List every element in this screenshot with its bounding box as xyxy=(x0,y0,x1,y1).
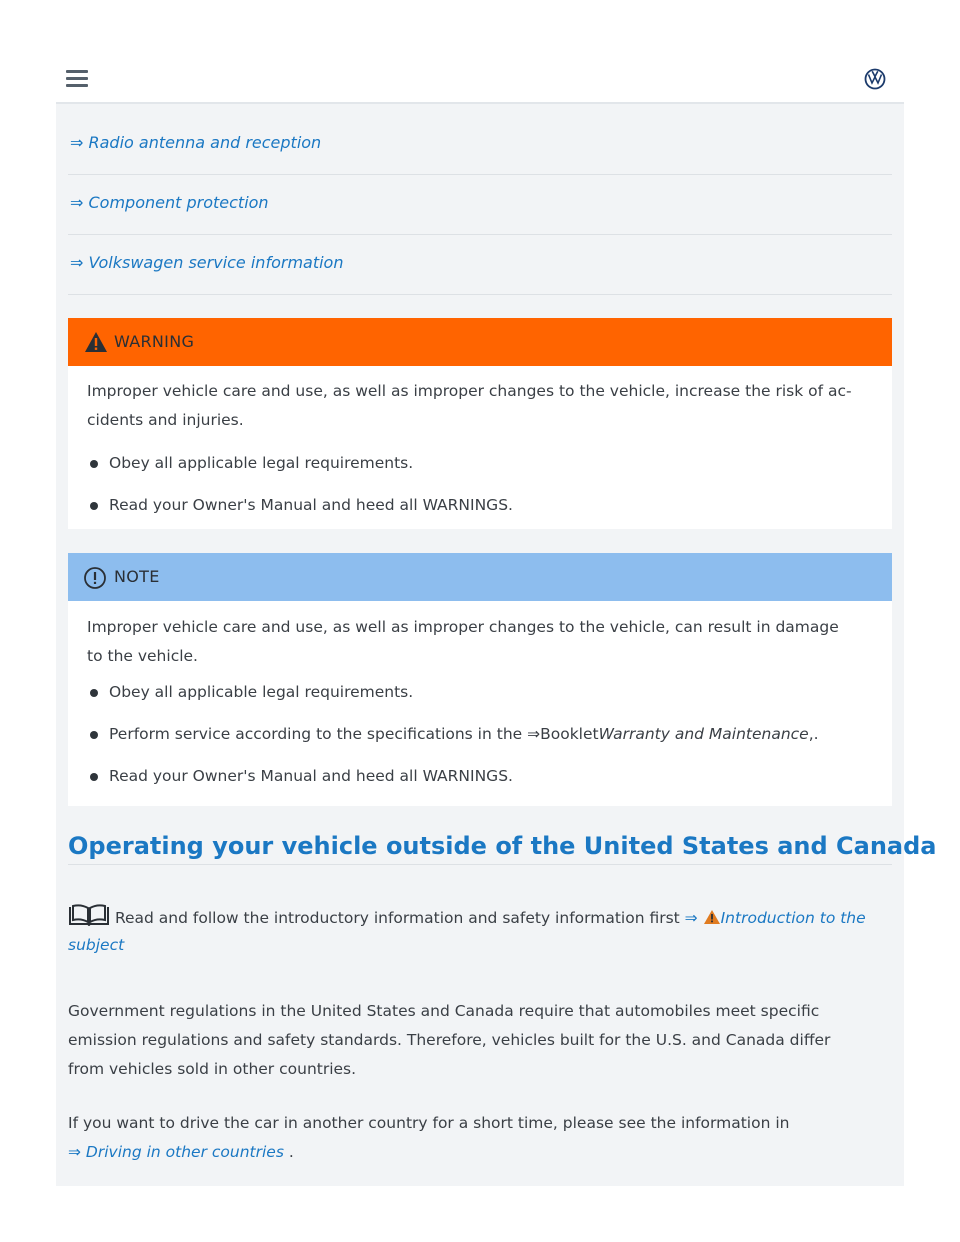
paragraph-end: . xyxy=(283,1143,294,1161)
link-label: Radio antenna and reception xyxy=(88,133,322,152)
note-header xyxy=(68,553,892,601)
link-arrow: ⇒ xyxy=(70,253,84,272)
intro-paragraph xyxy=(68,904,878,959)
warning-header xyxy=(68,318,892,366)
vw-logo-icon[interactable] xyxy=(864,68,886,90)
link-component-protection[interactable] xyxy=(70,193,269,212)
warning-text-line: cidents and injuries. xyxy=(87,411,244,429)
link-row-component xyxy=(68,175,892,235)
bullet-dot xyxy=(90,689,98,697)
note-box: NOTE Improper vehicle care and use, as well as improper changes to the vehicle, can result in damage to the vehicle. Obey all applicable legal requirements. Perform service according to the specifications in the ⇒BookletWarranty and Maintenance,. Read your Owner's Manual and heed all WARNINGS. xyxy=(68,553,892,806)
note-title: NOTE xyxy=(114,567,160,586)
bullet-dot xyxy=(90,502,98,510)
intro-link-text: Introduction to the xyxy=(720,909,866,927)
bullet-dot xyxy=(90,460,98,468)
bullet-dot xyxy=(90,731,98,739)
intro-link-text: subject xyxy=(68,936,125,954)
intro-arrow: ⇒ xyxy=(684,909,698,927)
paragraph-line: emission regulations and safety standards. Therefore, vehicles built for the U.S. and Canada differ xyxy=(68,1031,831,1049)
note-bullet-suffix: ,. xyxy=(808,725,819,743)
link-arrow: ⇒ xyxy=(70,133,84,152)
note-text-line: Improper vehicle care and use, as well as improper changes to the vehicle, can result in damage xyxy=(87,618,839,636)
link-service-information[interactable] xyxy=(70,253,343,272)
note-text xyxy=(87,613,877,671)
driving-other-countries-link[interactable]: ⇒ Driving in other countries xyxy=(68,1143,284,1161)
intro-text: Read and follow the introductory information and safety information first xyxy=(114,909,680,927)
warning-triangle-small-icon xyxy=(703,909,721,925)
warning-text-line: Improper vehicle care and use, as well as improper changes to the vehicle, increase the risk of ac- xyxy=(87,382,852,400)
warning-title: WARNING xyxy=(114,332,195,351)
warning-box: WARNING Improper vehicle care and use, as well as improper changes to the vehicle, increase the risk of ac- cidents and injuries. Obey all applicable legal requirements. Read your Owner's Manual and heed all WARNINGS. xyxy=(68,318,892,529)
warning-text xyxy=(87,377,877,435)
section-heading: Operating your vehicle outside of the United States and Canada xyxy=(68,832,892,865)
link-row-service xyxy=(68,235,892,295)
link-arrow: ⇒ xyxy=(70,193,84,212)
other-country-paragraph xyxy=(68,1109,878,1167)
link-row-radio xyxy=(68,115,892,175)
note-text-line: to the vehicle. xyxy=(87,647,198,665)
note-bullet-text: Perform service according to the specifications in the ⇒Booklet xyxy=(109,725,599,743)
manual-page xyxy=(56,58,937,1186)
bullet-dot xyxy=(90,773,98,781)
paragraph-line: from vehicles sold in other countries. xyxy=(68,1060,357,1078)
open-book-icon xyxy=(68,904,110,926)
hamburger-menu-icon[interactable] xyxy=(66,70,88,88)
paragraph-line: If you want to drive the car in another country for a short time, please see the information in xyxy=(68,1114,790,1132)
warning-triangle-icon xyxy=(84,331,108,353)
link-label: Component protection xyxy=(88,193,269,212)
booklet-title: Warranty and Maintenance xyxy=(598,725,809,743)
top-bar xyxy=(56,58,904,104)
exclamation-circle-icon xyxy=(83,566,107,590)
regulations-paragraph xyxy=(68,997,878,1084)
link-radio-antenna[interactable] xyxy=(70,133,321,152)
paragraph-line xyxy=(68,1138,878,1167)
link-label: Volkswagen service information xyxy=(88,253,344,272)
paragraph-line: Government regulations in the United States and Canada require that automobiles meet specific xyxy=(68,1002,820,1020)
